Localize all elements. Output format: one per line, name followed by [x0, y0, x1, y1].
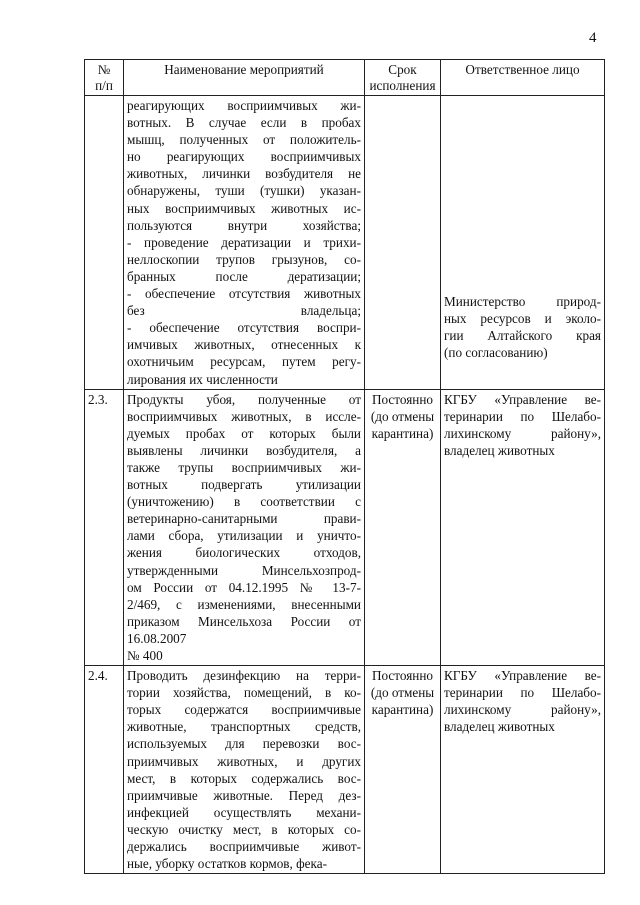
responsible-text-line: теринарии по Шелабо- — [444, 685, 601, 701]
measure-text-line: используемых для перевозки вос- — [127, 736, 361, 752]
measure-text-line: - обеспечение отсутствия воспри- — [127, 320, 361, 336]
measure-text-line: держались восприимчивые живот- — [127, 839, 361, 855]
measure-text-line: ных восприимчивых животных ис- — [127, 200, 361, 216]
table-row — [85, 96, 605, 390]
measure-text-line: инфекцией осуществлять механи- — [127, 804, 361, 820]
measure-text-line: мышц, полученных от положитель- — [127, 132, 361, 148]
table-row — [85, 389, 605, 666]
measure-text-line: лирования их численности — [127, 371, 278, 387]
measure-text-line: тории хозяйства, помещений, в ко- — [127, 685, 361, 701]
measure-text-line: охотничьим ресурсам, путем регу- — [127, 354, 361, 370]
row-number: 2.3. — [85, 389, 124, 666]
measure-text-line: утвержденными Минсельхозпрод- — [127, 562, 361, 578]
table-row — [85, 666, 605, 874]
measure-text-line: животные, транспортных средств, — [127, 719, 361, 735]
measure-text-line: обнаружены, туши (тушки) указан- — [127, 183, 361, 199]
measure-text-line: № 400 — [127, 648, 163, 663]
responsible-text-line: КГБУ «Управление ве- — [444, 668, 601, 684]
measure-text-line: но реагирующих восприимчивых — [127, 149, 361, 165]
measure-text-line: дуемых пробах от которых были — [127, 425, 361, 441]
measure-text-line: без владельца; — [127, 303, 361, 319]
term-text-line: (до отмены — [370, 685, 435, 701]
header-number-line2: п/п — [95, 78, 113, 93]
measure-text-line: Продукты убоя, полученные от — [127, 391, 361, 407]
term-text-line: карантина) — [371, 702, 434, 718]
measure-text-line: ветеринарно-санитарными прави- — [127, 511, 361, 527]
measure-text-line: также трупы восприимчивых жи- — [127, 459, 361, 475]
table-header-row — [85, 60, 605, 96]
measure-text-line: (уничтожению) в соответствии с — [127, 494, 361, 510]
responsible-text-line: владелец животных — [444, 719, 555, 735]
measure-text-line: животных, личинки возбудителя не — [127, 166, 361, 182]
header-number-line1: № — [97, 62, 111, 77]
responsible-text-line: гии Алтайского края — [444, 328, 601, 344]
measure-text-line: ом России от 04.12.1995 № 13-7- — [127, 579, 361, 595]
measure-text-line: приимчивые животные. Перед дез- — [127, 787, 361, 803]
measure-text-line: лами сбора, утилизации и уничто- — [127, 528, 361, 544]
responsible-person — [441, 389, 605, 666]
header-term-line1: Срок — [388, 62, 417, 77]
measure-text-line: восприимчивых животных, в иссле- — [127, 408, 361, 424]
responsible-text-line: владелец животных — [444, 442, 555, 458]
responsible-text — [444, 293, 601, 361]
measure-description — [124, 389, 365, 666]
measure-text-line: имчивых животных, отнесенных к — [127, 337, 361, 353]
responsible-text-line: ных ресурсов и эколо- — [444, 311, 601, 327]
header-name-text: Наименование мероприятий — [164, 62, 324, 77]
measure-description — [124, 666, 365, 874]
measure-text-line: жения биологических отходов, — [127, 545, 361, 561]
measures-table — [84, 59, 605, 874]
measure-text-line: - обеспечение отсутствия животных — [127, 286, 361, 302]
measure-text-line: выявлены личинки возбудителя, а — [127, 442, 361, 458]
responsible-text-line: теринарии по Шелабо- — [444, 408, 601, 424]
measure-text-line: 2/469, с изменениями, внесенными — [127, 596, 361, 612]
responsible-text-line: Министерство природ- — [444, 294, 601, 309]
responsible-text-line: лихинскому району», — [444, 425, 601, 441]
measure-text-line: вотных. В случае если в пробах — [127, 115, 361, 131]
measure-text-line: торых содержатся восприимчивые — [127, 702, 361, 718]
header-term-line2: исполнения — [369, 78, 436, 93]
responsible-text-line: лихинскому району», — [444, 702, 601, 718]
measure-text-line: Проводить дезинфекцию на терри- — [127, 668, 361, 684]
execution-term — [365, 389, 441, 666]
term-text-line: (до отмены — [370, 408, 435, 424]
measure-text-line: ные, уборку остатков кормов, фека- — [127, 856, 327, 872]
row-number: 2.4. — [85, 666, 124, 874]
measure-text-line: вотных подвергать утилизации — [127, 477, 361, 493]
row-number — [85, 96, 124, 390]
responsible-text — [444, 667, 601, 735]
responsible-person — [441, 666, 605, 874]
term-text-line: карантина) — [371, 425, 434, 441]
header-term — [365, 60, 441, 96]
execution-term — [365, 96, 441, 390]
measure-text-line: - проведение дератизации и трихи- — [127, 234, 361, 250]
measure-text-line: приимчивых животных, и других — [127, 753, 361, 769]
header-responsible-text: Ответственное лицо — [465, 62, 580, 77]
measure-text-line: приказом Минсельхоза России от — [127, 613, 361, 629]
measure-text-line: пользуются внутри хозяйства; — [127, 217, 361, 233]
header-responsible — [441, 60, 605, 96]
measure-text-line: мест, в которых содержались вос- — [127, 770, 361, 786]
responsible-text-line: КГБУ «Управление ве- — [444, 391, 601, 407]
responsible-text — [444, 391, 601, 459]
measure-text-line: ческую очистку мест, в которых со- — [127, 821, 361, 837]
header-number — [85, 60, 124, 96]
responsible-text-line: (по согласованию) — [444, 345, 548, 361]
measure-description — [124, 96, 365, 390]
measure-text-line: реагирующих восприимчивых жи- — [127, 98, 361, 113]
execution-term — [365, 666, 441, 874]
measure-text-line: 16.08.2007 — [127, 630, 187, 646]
responsible-person — [441, 96, 605, 390]
page-number: 4 — [589, 30, 597, 46]
term-text-line: Постоянно — [371, 391, 433, 407]
measure-text-line: бранных после дератизации; — [127, 268, 361, 284]
header-name — [124, 60, 365, 96]
term-text-line: Постоянно — [371, 668, 433, 684]
measure-text-line: неллоскопии трупов грызунов, со- — [127, 251, 361, 267]
